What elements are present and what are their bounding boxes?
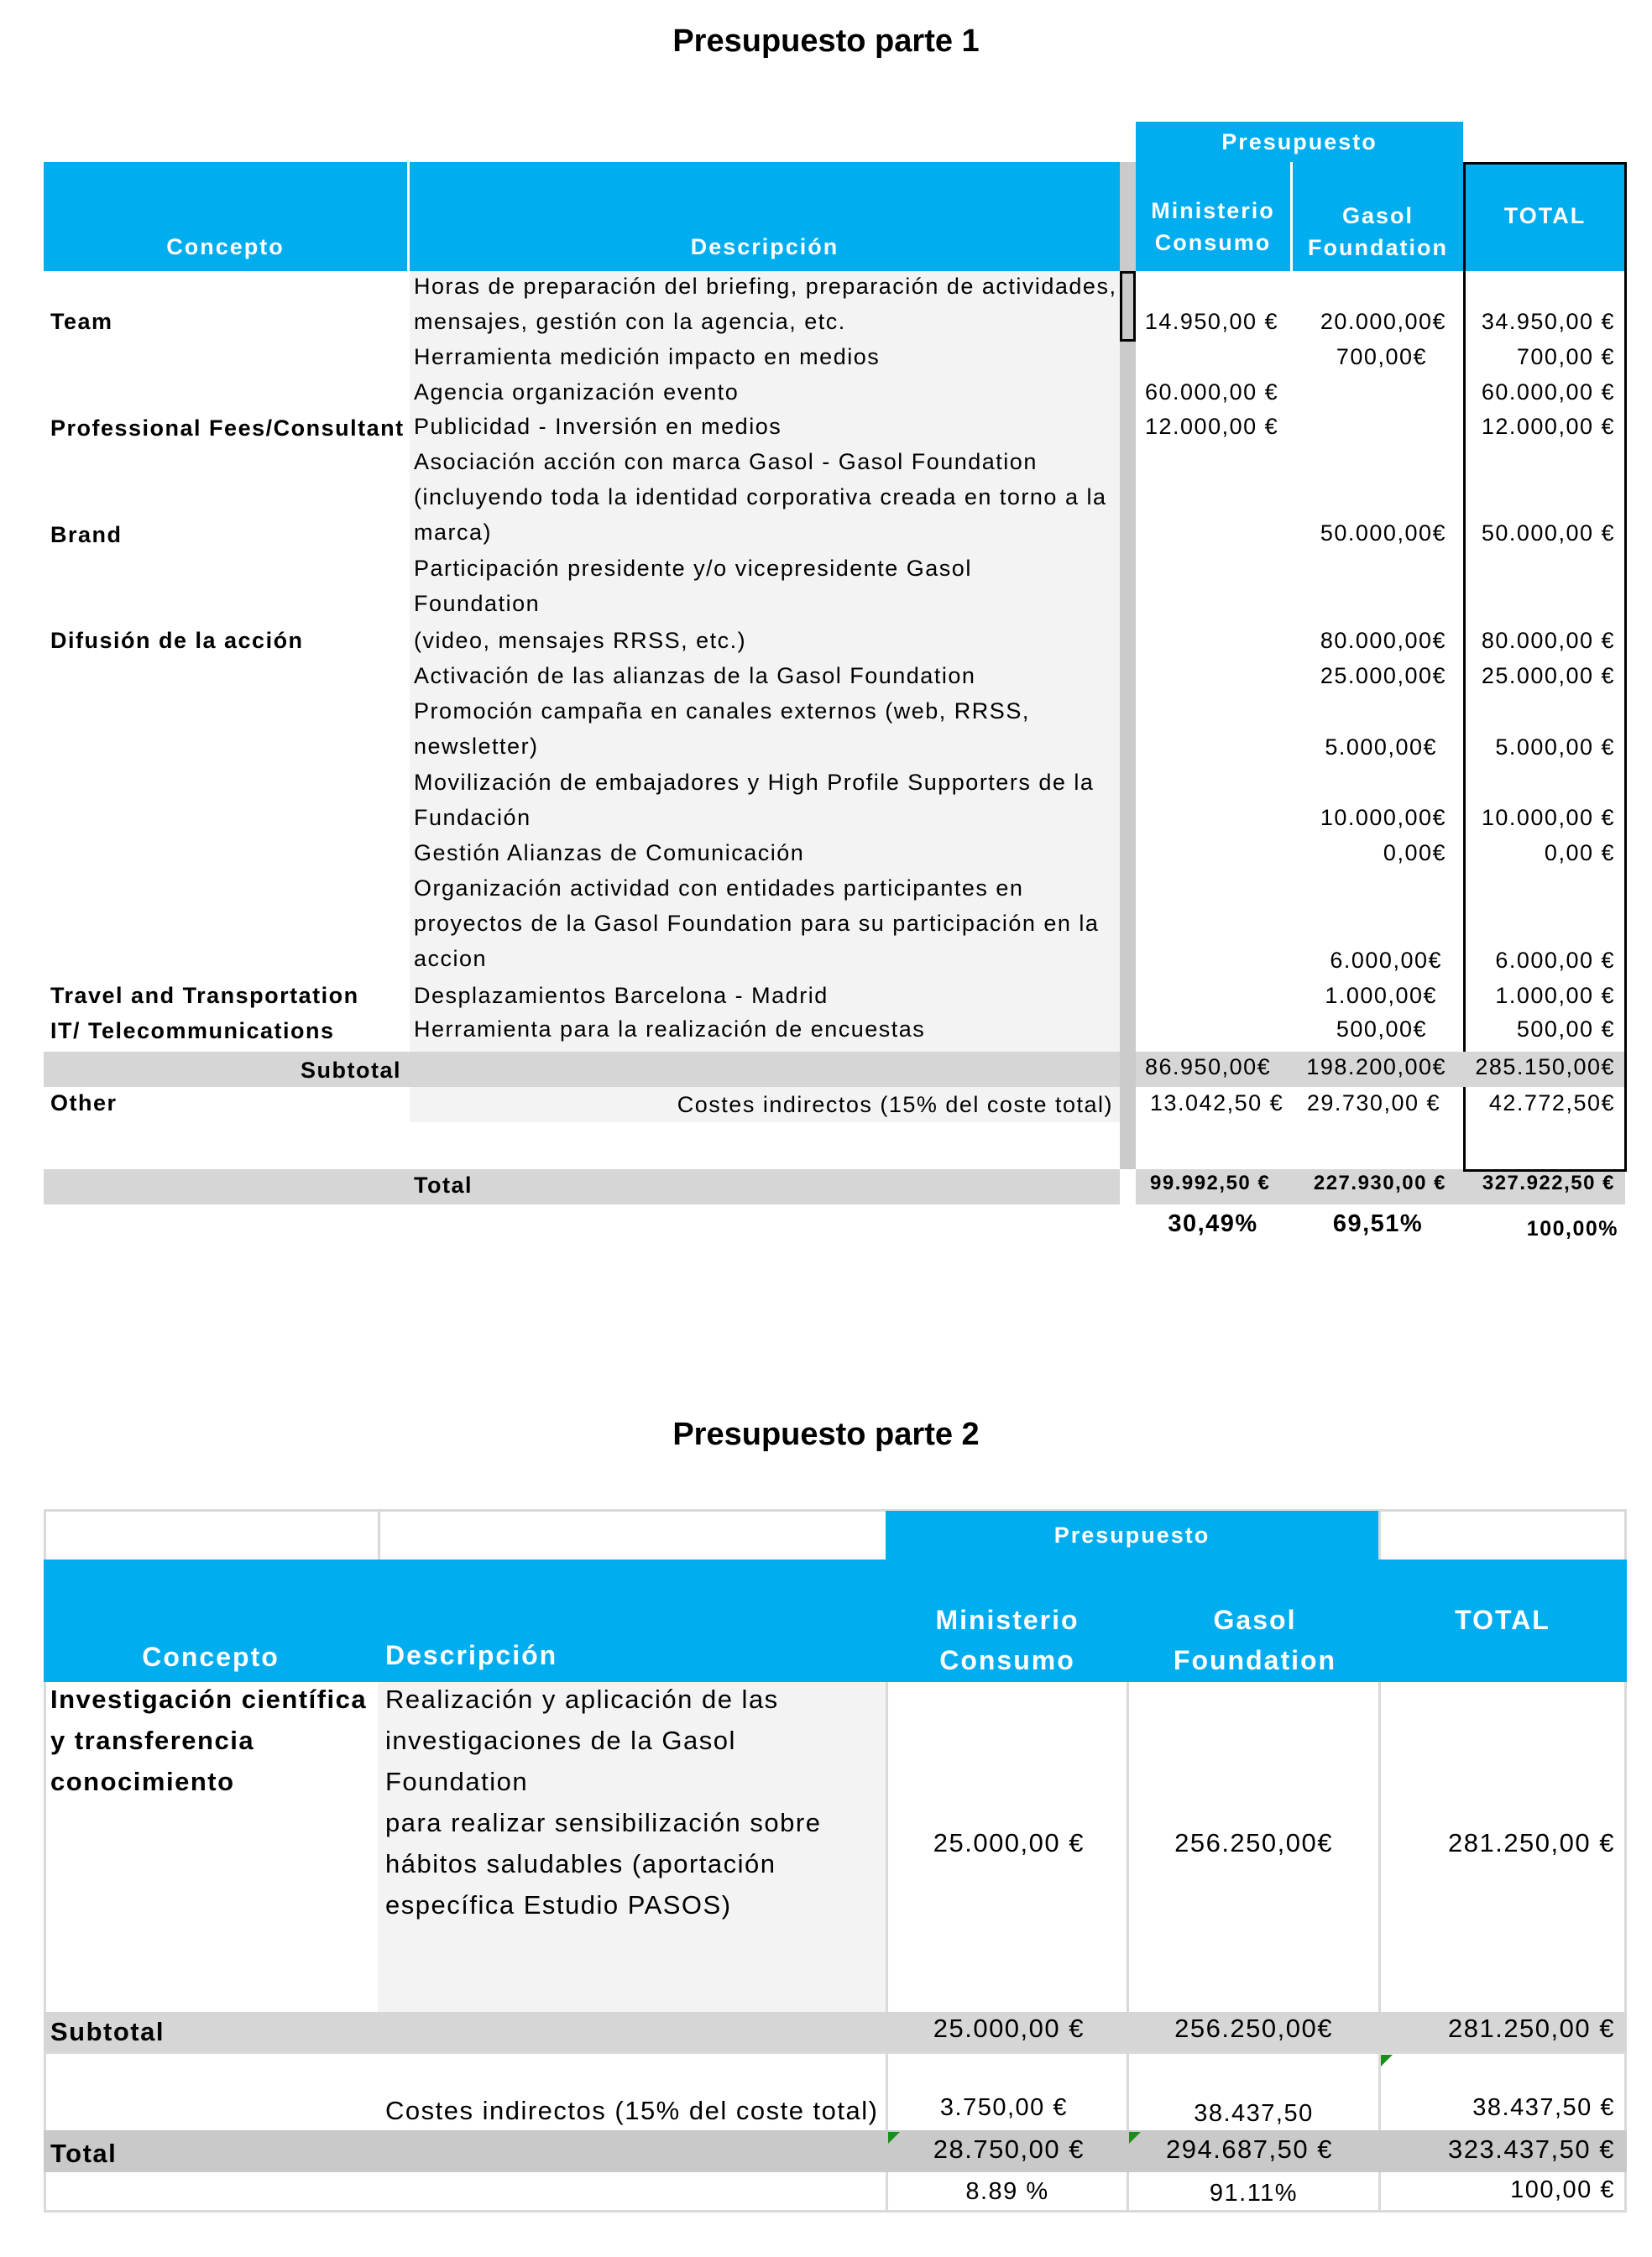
part1-title: Presupuesto parte 1 — [672, 24, 980, 59]
part1-other-desc: Costes indirectos (15% del coste total) — [677, 1092, 1113, 1117]
description: Herramienta para la realización de encuestas — [414, 1016, 926, 1042]
part2-subtotal-total: 281.250,00 € — [1447, 2014, 1615, 2043]
description: Activación de las alianzas de la Gasol Foundation — [414, 663, 976, 688]
gasol-value: 700,00€ — [1336, 344, 1427, 369]
total-value: 700,00 € — [1516, 344, 1615, 369]
part1-header-ministerio: Ministerio Consumo — [1151, 198, 1275, 255]
part1-other-ministerio: 13.042,50 € — [1150, 1090, 1284, 1115]
part2-header-descripcion: Descripción — [385, 1640, 558, 1670]
part2-other-gasol: 38.437,50 — [1194, 2100, 1314, 2127]
part2-percent-gasol: 91.11% — [1209, 2180, 1299, 2207]
part1-total-border-right — [1624, 162, 1627, 1169]
gasol-value: 80.000,00€ — [1320, 628, 1446, 653]
part1-other-gasol: 29.730,00 € — [1306, 1090, 1440, 1115]
description: Promoción campaña en canales externos (web, RRSS, newsletter) — [414, 698, 1030, 759]
description: Asociación acción con marca Gasol - Gasol Foundation (incluyendo toda la identidad corporativa creada en torno a la marca) — [414, 449, 1107, 545]
part1-total-bg — [44, 1169, 1120, 1204]
part2-row-concept: Investigación científica y transferencia conocimiento — [50, 1685, 368, 1796]
total-value: 10.000,00 € — [1481, 805, 1615, 830]
part2-row-gasol: 256.250,00€ — [1174, 1828, 1333, 1857]
part1-header-concepto: Concepto — [166, 234, 285, 259]
total-value: 6.000,00 € — [1495, 948, 1615, 973]
gasol-value: 20.000,00€ — [1320, 309, 1446, 334]
part2-header-concepto: Concepto — [142, 1642, 280, 1672]
description-line2: (video, mensajes RRSS, etc.) — [414, 628, 747, 653]
part1-percent-gasol: 69,51% — [1332, 1210, 1424, 1237]
part1-subtotal-ministerio: 86.950,00€ — [1145, 1054, 1272, 1079]
part2-title: Presupuesto parte 2 — [672, 1417, 980, 1452]
part1-subtotal-total: 285.150,00€ — [1475, 1054, 1615, 1079]
description: Desplazamientos Barcelona - Madrid — [414, 983, 829, 1008]
part1-subtotal-label: Subtotal — [301, 1058, 401, 1083]
part1-total-total: 327.922,50 € — [1482, 1172, 1615, 1194]
part2-row-ministerio: 25.000,00 € — [933, 1828, 1085, 1857]
total-value: 25.000,00 € — [1481, 663, 1615, 688]
gasol-value: 50.000,00€ — [1320, 520, 1446, 546]
part2-total-ministerio: 28.750,00 € — [933, 2134, 1085, 2164]
part1-header-descripcion: Descripción — [690, 234, 839, 259]
concept: Brand — [50, 522, 123, 547]
part2-header-total: TOTAL — [1455, 1605, 1550, 1635]
part1-subtotal-gasol: 198.200,00€ — [1306, 1054, 1446, 1079]
description: Organización actividad con entidades participantes en proyectos de la Gasol Foundation para su participación en la accion — [414, 875, 1100, 971]
part1-other-total: 42.772,50€ — [1488, 1090, 1615, 1115]
description: Agencia organización evento — [414, 379, 740, 405]
part2-percent-ministerio: 8.89 % — [965, 2178, 1049, 2205]
part1-header-gasol: Gasol Foundation — [1308, 203, 1448, 260]
description: Movilización de embajadores y High Profile Supporters de la Fundación — [414, 770, 1095, 830]
total-value: 80.000,00 € — [1481, 628, 1615, 653]
gasol-value: 1.000,00€ — [1325, 983, 1437, 1008]
part2-note-marker — [1381, 2055, 1393, 2066]
part2-grid-top — [44, 1509, 1627, 1512]
part1-total-ministerio: 99.992,50 € — [1150, 1172, 1271, 1194]
ministerio-value: 60.000,00 € — [1145, 379, 1279, 405]
part2-total-gasol: 294.687,50 € — [1165, 2134, 1333, 2164]
description: Gestión Alianzas de Comunicación — [414, 840, 805, 865]
ministerio-value: 14.950,00 € — [1144, 309, 1278, 334]
description: Herramienta medición impacto en medios — [414, 344, 881, 369]
concept: Travel and Transportation — [50, 983, 359, 1008]
description: Horas de preparación del briefing, preparación de actividades, mensajes, gestión con la agencia, etc. — [414, 274, 1117, 334]
part1-selection-bottom — [1120, 339, 1136, 342]
part2-note-marker-3 — [1129, 2132, 1141, 2144]
part2-other-ministerio: 3.750,00 € — [939, 2094, 1068, 2121]
part2-row-description-line1: Realización y aplicación de las investigaciones de la Gasol Foundation — [385, 1685, 779, 1796]
total-value: 0,00 € — [1544, 840, 1615, 865]
part2-other-total: 38.437,50 € — [1472, 2094, 1615, 2121]
total-value: 50.000,00 € — [1481, 520, 1615, 546]
total-value: 500,00 € — [1516, 1016, 1615, 1042]
part2-total-total: 323.437,50 € — [1447, 2134, 1615, 2164]
part2-subtotal-ministerio: 25.000,00 € — [933, 2014, 1085, 2043]
description-line1: Participación presidente y/o vicepresidente Gasol Foundation — [414, 556, 972, 616]
part2-header-ministerio: Ministerio Consumo — [935, 1605, 1080, 1675]
part2-subtotal-label: Subtotal — [50, 2017, 165, 2046]
gasol-value: 0,00€ — [1383, 840, 1446, 865]
part2-percent-total: 100,00 € — [1510, 2176, 1615, 2203]
part1-selection-left — [1120, 271, 1122, 342]
gasol-value: 5.000,00€ — [1325, 734, 1437, 760]
gasol-value: 25.000,00€ — [1320, 663, 1446, 688]
total-value: 1.000,00 € — [1495, 983, 1615, 1008]
part2-note-marker-2 — [888, 2132, 900, 2144]
part2-grid-bottom — [44, 2210, 1627, 2213]
gasol-value: 500,00€ — [1336, 1016, 1427, 1042]
concept: Difusión de la acción — [50, 628, 304, 653]
total-value: 12.000,00 € — [1481, 414, 1615, 439]
part1-header-total: TOTAL — [1503, 203, 1587, 228]
part1-total-gasol: 227.930,00 € — [1313, 1172, 1446, 1194]
total-value: 34.950,00 € — [1481, 309, 1615, 334]
part2-grid-v1 — [378, 1509, 380, 1560]
part2-header-presupuesto: Presupuesto — [886, 1511, 1378, 1560]
part2-total-label: Total — [50, 2139, 118, 2168]
part1-total-label: Total — [414, 1173, 473, 1198]
concept: Professional Fees/Consultant — [50, 415, 405, 441]
concept: Team — [50, 309, 113, 334]
ministerio-value: 12.000,00 € — [1145, 414, 1279, 439]
part1-header-presupuesto: Presupuesto — [1136, 122, 1463, 162]
total-value: 5.000,00 € — [1495, 734, 1615, 760]
part2-subtotal-gasol: 256.250,00€ — [1174, 2014, 1333, 2043]
part2-grid-h1 — [44, 2051, 1627, 2054]
part2-row-total: 281.250,00 € — [1447, 1828, 1615, 1857]
part2-header-gasol: Gasol Foundation — [1173, 1605, 1337, 1675]
part1-percent-ministerio: 30,49% — [1168, 1210, 1258, 1237]
gasol-value: 10.000,00€ — [1320, 805, 1446, 830]
part2-row-description-line2: para realizar sensibilización sobre hábitos saludables (aportación específica Estudio PASOS) — [385, 1808, 822, 1920]
part1-total-border-top — [1463, 162, 1627, 165]
gasol-value: 6.000,00€ — [1330, 948, 1442, 973]
description: Publicidad - Inversión en medios — [414, 414, 782, 439]
part1-percent-total: 100,00% — [1526, 1217, 1618, 1241]
concept: IT/ Telecommunications — [50, 1018, 335, 1043]
part1-other-label: Other — [50, 1090, 118, 1115]
part2-other-desc: Costes indirectos (15% del coste total) — [385, 2096, 879, 2125]
total-value: 60.000,00 € — [1481, 379, 1615, 405]
